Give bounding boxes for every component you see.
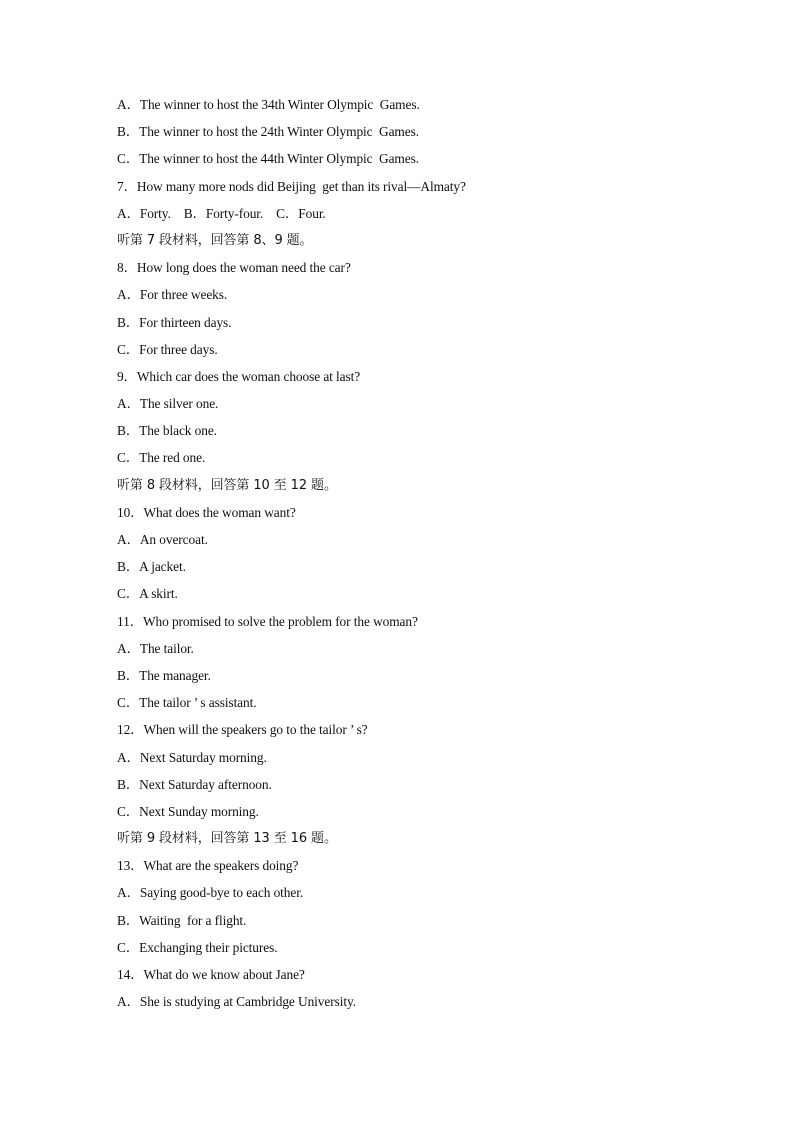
option-a-34th: A．The winner to host the 34th Winter Olympic Games. bbox=[117, 97, 420, 112]
question-13-option-b: B．Waiting for a flight. bbox=[117, 912, 247, 928]
question-13-option-a: A．Saying good-bye to each other. bbox=[117, 885, 304, 901]
question-11-option-b: B．The manager. bbox=[117, 667, 211, 683]
question-10: 10．What does the woman want? bbox=[117, 504, 296, 520]
option-c-44th: C．The winner to host the 44th Winter Olympic Games. bbox=[117, 151, 419, 167]
question-10-option-a: A．An overcoat. bbox=[117, 532, 208, 547]
question-8-option-c: C．For three days. bbox=[117, 341, 218, 357]
question-11-option-c: C．The tailor ’ s assistant. bbox=[117, 695, 257, 711]
question-14: 14．What do we know about Jane? bbox=[117, 967, 305, 982]
question-12-option-a: A．Next Saturday morning. bbox=[117, 749, 267, 765]
question-12: 12．When will the speakers go to the tailor ’ s? bbox=[117, 722, 368, 738]
question-10-option-b: B．A jacket. bbox=[117, 559, 186, 575]
question-13-option-c: C．Exchanging their pictures. bbox=[117, 939, 278, 955]
option-b-24th: B．The winner to host the 24th Winter Olympic Games. bbox=[117, 124, 419, 140]
question-13: 13．What are the speakers doing? bbox=[117, 858, 299, 874]
question-8-option-b: B．For thirteen days. bbox=[117, 314, 232, 330]
document-page bbox=[117, 94, 717, 1018]
question-11: 11．Who promised to solve the problem for the woman? bbox=[117, 613, 418, 629]
question-12-option-b: B．Next Saturday afternoon. bbox=[117, 776, 272, 792]
question-8-option-a: A．For three weeks. bbox=[117, 287, 228, 303]
question-12-option-c: C．Next Sunday morning. bbox=[117, 803, 259, 819]
question-7: 7．How many more nods did Beijing get than its rival—Almaty? bbox=[117, 178, 466, 194]
question-10-option-c: C．A skirt. bbox=[117, 586, 178, 602]
question-9-option-a: A．The silver one. bbox=[117, 396, 219, 412]
question-9-option-b: B．The black one. bbox=[117, 423, 217, 439]
section-heading-8: 听第 8 段材料，回答第 10 至 12 题。 bbox=[117, 477, 337, 493]
question-11-option-a: A．The tailor. bbox=[117, 640, 194, 656]
question-8: 8．How long does the woman need the car? bbox=[117, 260, 351, 276]
section-heading-9: 听第 9 段材料，回答第 13 至 16 题。 bbox=[117, 831, 337, 847]
question-9: 9．Which car does the woman choose at last? bbox=[117, 368, 361, 384]
question-9-option-c: C．The red one. bbox=[117, 450, 206, 466]
section-heading-7: 听第 7 段材料，回答第 8、9 题。 bbox=[117, 232, 313, 248]
question-7-options: A．Forty. B．Forty-four. C．Four. bbox=[117, 205, 326, 221]
question-14-option-a: A．She is studying at Cambridge University. bbox=[117, 994, 356, 1010]
